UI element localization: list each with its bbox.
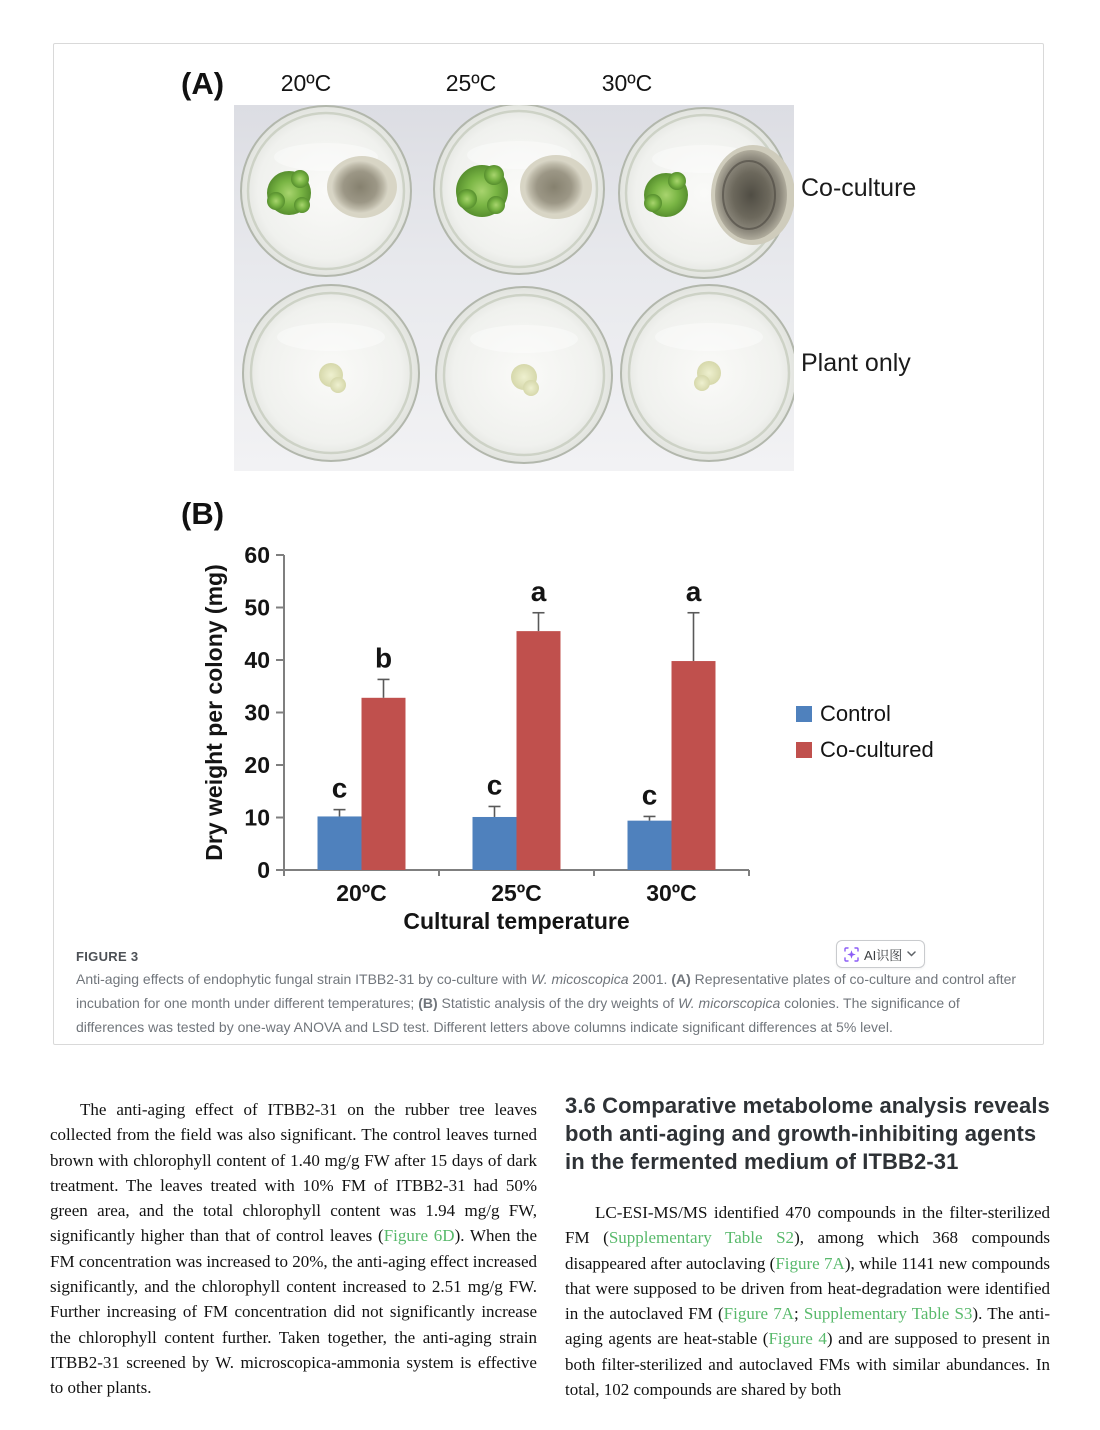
ai-image-recognition-button[interactable]: [836, 940, 925, 968]
left-column-paragraph: The anti-aging effect of ITBB2-31 on the rubber tree leaves collected from the field was also significant. The control leaves turned brown with chlorophyll content of 1.40 mg/g FW after 15 days of dark treatment. The leaves treated with 10% FM of ITBB2-31 had 50% green area, and the total chlorophyll content was 1.94 mg/g FW, significantly higher than that of control leaves (Figure 6D). When the FM concentration was increased to 20%, the anti-aging effect increased significantly, and the chlorophyll content increased to 2.51 mg/g FW. Further increasing of FM concentration did not significantly increase the chlorophyll content further. Taken together, the anti-aging strain ITBB2-31 screened by W. microscopica-ammonia system is effective to other plants.: [50, 1100, 538, 1398]
y-tick-label: 40: [244, 647, 270, 673]
petri-dish-photo: [234, 105, 794, 471]
moss-colony: [456, 165, 508, 217]
significance-letter: c: [641, 779, 658, 811]
temperature-label-30c: 30ºC: [601, 70, 653, 96]
control-bar: [473, 817, 517, 870]
figure-reference-link[interactable]: Figure 4: [768, 1329, 827, 1349]
y-axis-title: Dry weight per colony (mg): [201, 564, 227, 861]
y-tick-label: 50: [244, 594, 270, 621]
ai-button-label: AI识图: [864, 947, 903, 963]
figure-reference-link[interactable]: Supplementary Table S3: [803, 1304, 973, 1324]
dish-plant-25c: [436, 287, 612, 463]
figure-reference-link[interactable]: Figure 7A: [723, 1304, 794, 1324]
x-axis-title: Cultural temperature: [403, 908, 630, 934]
y-tick-label: 60: [244, 542, 270, 568]
significance-letter: a: [530, 575, 547, 607]
y-tick-label: 10: [244, 804, 270, 831]
y-tick-label: 0: [257, 857, 270, 883]
right-column-paragraph: LC-ESI-MS/MS identified 470 compounds in the filter-sterilized FM (Supplementary Table S2), among which 368 compounds disappeared after autoclaving (Figure 7A), while 1141 new compounds that were supposed to be driven from heat-degradation were identified in the autoclaved FM (Figure 7A; Supplementary Table S3). The anti-aging agents are heat-stable (Figure 4) and are supposed to present in both filter-sterilized and autoclaved FMs with similar abundances. In total, 102 compounds are shared by both: [565, 1203, 1050, 1400]
figure-reference-link[interactable]: Supplementary Table S2: [608, 1228, 795, 1248]
significance-letter: c: [331, 772, 348, 804]
chevron-down-icon: [907, 951, 916, 957]
y-tick-label: 20: [244, 752, 270, 778]
legend-swatch: [796, 742, 812, 758]
y-tick-label: 30: [244, 699, 270, 726]
co-cultured-bar: [672, 661, 716, 870]
x-tick-label: 30ºC: [646, 880, 697, 906]
figure-reference-link[interactable]: Figure 7A: [775, 1253, 845, 1273]
figure-container: [53, 43, 1044, 1045]
dish-coculture-25c: [434, 105, 604, 274]
temperature-label-20c: 20ºC: [280, 70, 332, 96]
panel-a-label: (A): [181, 66, 225, 101]
row-label-co-culture: Co-culture: [801, 174, 917, 202]
figure-caption-text: Anti-aging effects of endophytic fungal strain ITBB2-31 by co-culture with W. micoscopica 2001. (A) Representative plates of co-culture and control after incubation for one month under different temperatures; (B) Statistic analysis of the dry weights of W. micorscopica colonies. The significance of differences was tested by one-way ANOVA and LSD test. Different letters above columns indicate significant differences at 5% level.: [76, 971, 1017, 1035]
ai-scan-sparkle-icon: [844, 947, 859, 962]
figure-caption-label: FIGURE 3: [76, 949, 139, 964]
x-tick-label: 20ºC: [336, 880, 387, 906]
dish-plant-20c: [243, 285, 419, 461]
dish-coculture-20c: [241, 106, 411, 276]
x-tick-label: 25ºC: [491, 880, 542, 906]
legend-label: Control: [820, 701, 891, 726]
significance-letter: a: [685, 575, 702, 607]
right-column: [565, 1092, 1050, 1402]
dish-plant-30c: [621, 285, 794, 461]
legend-label: Co-cultured: [820, 737, 934, 762]
significance-letter: b: [374, 642, 393, 674]
control-bar: [628, 821, 672, 870]
co-cultured-bar: [362, 698, 406, 870]
control-bar: [318, 816, 362, 870]
significance-letter: c: [486, 769, 503, 801]
row-label-plant-only: Plant only: [801, 349, 911, 377]
dry-weight-bar-chart: [196, 538, 966, 938]
legend-swatch: [796, 706, 812, 722]
section-heading: 3.6 Comparative metabolome analysis reveals both anti-aging and growth-inhibiting agents in the fermented medium of ITBB2-31: [565, 1093, 1050, 1174]
temperature-label-25c: 25ºC: [445, 70, 497, 96]
figure-reference-link[interactable]: Figure 6D: [383, 1226, 455, 1246]
co-cultured-bar: [517, 631, 561, 870]
panel-b-label: (B): [181, 496, 225, 531]
